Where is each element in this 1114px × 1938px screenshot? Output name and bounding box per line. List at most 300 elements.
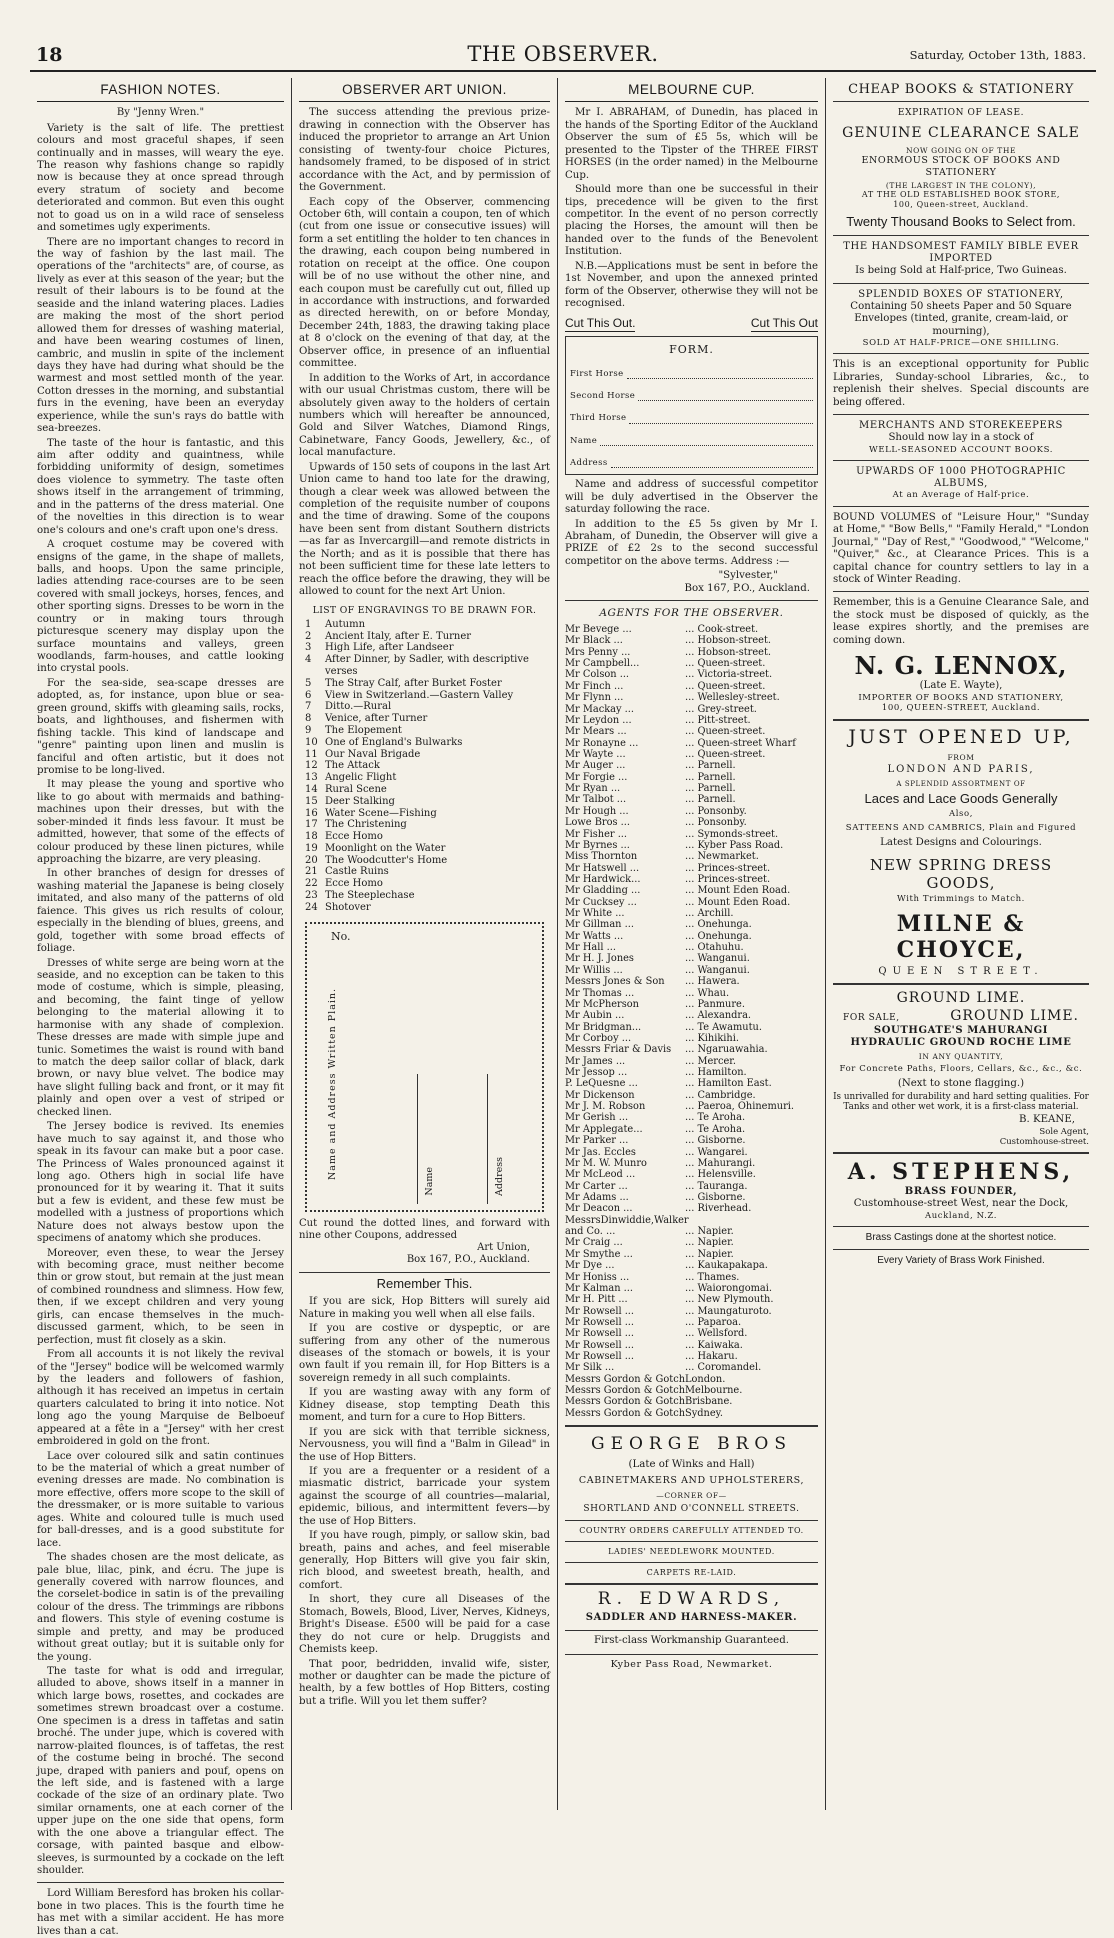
engraving-number: 3 — [305, 642, 312, 654]
agent-name: Messrs Gordon & Gotch — [565, 1385, 686, 1397]
paragraph: The Jersey bodice is revived. Its enemies have much to say against it, and those who speak in its favour can make but a poor case. The Princess of Wales pronounced against it long ago. Others high in social life have pronounced for it by wearing it. That it suits but a few is evident, and these few must be modelled with a justness of proportions which Nature does not always bestow upon the specimens of anatomy which she produces. — [37, 1121, 284, 1245]
agent-row — [565, 749, 818, 760]
agent-row — [565, 1328, 818, 1339]
paragraph: N.B.—Applications must be sent in before the 1st November, and upon the annexed printed form of the Observer, otherwise they will not be recognised. — [565, 260, 818, 310]
lennox-late: (Late E. Wayte), — [919, 680, 1003, 692]
agent-name: Mr James ... — [565, 1055, 626, 1067]
hydraulic-lime: HYDRAULIC GROUND ROCHE LIME — [850, 1036, 1072, 1048]
stephens-address: Customhouse-street West, near the Dock, — [853, 1198, 1069, 1210]
engraving-title: Water Scene—Fishing — [325, 807, 437, 819]
cut-left: Cut This Out. — [565, 316, 636, 331]
agent-address: ... Parnell. — [685, 794, 736, 806]
agent-row — [565, 885, 818, 896]
engraving-number: 16 — [305, 807, 318, 819]
agent-name: Mr Leydon ... — [565, 714, 632, 726]
art-union-coupon[interactable] — [305, 922, 544, 1212]
agent-address: ... Cambridge. — [685, 1089, 756, 1101]
agent-name: Mr Thomas ... — [565, 987, 635, 999]
agent-address: ... Hawera. — [685, 976, 740, 988]
engraving-item — [305, 678, 550, 690]
george-corner: —CORNER OF— — [656, 1490, 727, 1500]
agent-address: ... Hamilton East. — [685, 1078, 772, 1090]
engraving-title: One of England's Bulwarks — [325, 736, 463, 748]
agent-row — [565, 1272, 818, 1283]
agent-address: ... Parnell. — [685, 760, 736, 772]
agent-row — [565, 1056, 818, 1067]
brass-castings: Brass Castings done at the shortest notice. — [865, 1232, 1057, 1244]
paragraph: In addition to the £5 5s given by Mr I. Abraham, of Dunedin, the Observer will give a PRIZE of £2 2s to the second successful competitor on the above terms. Address :— — [565, 518, 818, 567]
cup-signature-1: "Sylvester," — [718, 570, 778, 582]
engraving-title: Ecce Homo — [325, 831, 383, 843]
divider — [833, 235, 1089, 236]
form-field-label: Name — [570, 435, 598, 446]
engraving-title: Deer Stalking — [325, 795, 395, 807]
agent-address: ... Archill. — [685, 908, 734, 920]
agent-name: Mr Parker ... — [565, 1135, 629, 1147]
cheap-books-ad — [833, 82, 1089, 714]
from: FROM — [947, 752, 975, 762]
form-field-label: Second Horse — [570, 390, 636, 401]
agent-row — [565, 1090, 818, 1101]
agent-address: ... Helensville. — [685, 1169, 756, 1181]
agent-row — [565, 1169, 818, 1180]
agent-name: P. LeQuesne ... — [565, 1078, 638, 1090]
agent-name: Mr Adams ... — [565, 1192, 629, 1203]
agent-row — [565, 783, 818, 794]
agent-address: London. — [685, 1373, 726, 1385]
form-field-line[interactable] — [600, 436, 813, 446]
agent-row — [565, 1147, 818, 1158]
agent-address: ... Pitt-street. — [685, 714, 751, 726]
agent-address: ... Napier. — [685, 1237, 734, 1249]
divider — [833, 414, 1089, 415]
lennox-address: 100, QUEEN-STREET, Auckland. — [881, 703, 1041, 714]
engraving-title: View in Switzerland.—Gastern Valley — [325, 689, 514, 701]
lennox-trade: IMPORTER OF BOOKS AND STATIONERY, — [858, 692, 1064, 703]
engravings-list — [299, 619, 550, 914]
agent-name: Mr Mears ... — [565, 726, 627, 738]
agent-name: Messrs Friar & Davis — [565, 1044, 672, 1056]
engraving-number: 12 — [305, 760, 318, 772]
agent-address: ... Princes-street. — [685, 862, 771, 874]
agent-address: ... Ponsonby. — [685, 805, 747, 817]
agent-row — [565, 1022, 818, 1033]
agent-row — [565, 931, 818, 942]
bible-price: Is being Sold at Half-price, Two Guineas. — [855, 265, 1067, 277]
coupon-address-2: Box 167, P.O., Auckland. — [406, 1254, 530, 1266]
agent-name: Mr Black ... — [565, 635, 623, 647]
engraving-number: 11 — [305, 748, 318, 760]
agent-name: Mrs Penny ... — [565, 646, 631, 658]
also: Also, — [948, 808, 974, 819]
agent-name: Mr J. M. Robson — [565, 1101, 646, 1113]
paragraph: If you have rough, pimply, or sallow skin, bad breath, pains and aches, and feel miserable generally, Hop Bitters will give you fair skin, rich blood, and sweetest breath, health, and comfort. — [299, 1530, 550, 1591]
agent-name: Messrs Jones & Son — [565, 976, 665, 988]
merchants-stock: Should now lay in a stock of — [888, 432, 1034, 444]
engraving-item — [305, 749, 550, 761]
engraving-title: The Elopement — [325, 724, 402, 736]
paragraph: In short, they cure all Diseases of the Stomach, Bowels, Blood, Liver, Nerves, Kidneys, Bright's Disease. £500 will be paid for a case they do not cure or help. Druggists and Chemists keep. — [299, 1594, 550, 1656]
agent-address: ... Tauranga. — [685, 1180, 748, 1192]
divider — [833, 506, 1089, 507]
agent-address: ... Waiorongomai. — [685, 1282, 772, 1294]
divider — [833, 1226, 1089, 1227]
agent-name: Mr Mackay ... — [565, 703, 634, 715]
agent-address: ... Hamilton. — [685, 1067, 747, 1079]
agent-row — [565, 669, 818, 680]
agent-address: ... Napier. — [685, 1226, 734, 1238]
agent-address: ... Victoria-street. — [685, 669, 773, 681]
coupon-name-box[interactable] — [417, 1074, 443, 1204]
agent-address: ... Mount Eden Road. — [685, 885, 791, 897]
paragraph: Mr I. ABRAHAM, of Dunedin, has placed in the hands of the Sporting Editor of the Auckland Observer the sum of £5 5s, which will be presented to the Tipster of the THREE FIRST HORSES (in the order named) in the Melbourne Cup. — [565, 107, 818, 181]
paragraph: The taste of the hour is fantastic, and this aim after oddity and quaintness, while forbidding uniformity of design, sometimes does violence to symmetry. The taste often shows itself in the arrangement of trimming, and in the patterns of the dress material. One of the novelties in this direction is to wear one's colours and one's craft upon one's dress. — [37, 437, 284, 536]
agent-name: Mr Forgie ... — [565, 771, 628, 783]
engraving-title: Shotover — [325, 901, 371, 913]
just-opened: JUST OPENED UP, — [848, 725, 1074, 748]
george-bros-ad — [565, 1425, 818, 1577]
engraving-item — [305, 878, 550, 890]
agent-row — [565, 999, 818, 1010]
agent-row — [565, 817, 818, 828]
agent-row — [565, 1237, 818, 1248]
agent-name: Mr Gerish ... — [565, 1112, 629, 1124]
engraving-title: Angelic Flight — [325, 772, 397, 784]
agent-name: Mr Hall ... — [565, 942, 616, 954]
stephens-city: Auckland, N.Z. — [924, 1210, 998, 1221]
divider — [833, 353, 1089, 354]
lennox-name: N. G. LENNOX, — [854, 651, 1068, 681]
agent-row — [565, 704, 818, 715]
agent-address: ... Panmure. — [685, 998, 745, 1010]
agent-address: ... Hobson-street. — [685, 635, 772, 647]
agent-name: Mr Bevege ... — [565, 624, 632, 636]
agent-name: Mr Kalman ... — [565, 1282, 634, 1294]
engraving-item — [305, 890, 550, 902]
agent-row — [565, 1283, 818, 1294]
engraving-number: 10 — [305, 736, 318, 748]
coupon-instructions — [299, 1218, 550, 1267]
new-spring-dress: NEW SPRING DRESS GOODS, — [869, 855, 1053, 892]
agent-name: Mr White ... — [565, 908, 625, 920]
agent-row — [565, 1203, 818, 1214]
agent-row — [565, 1067, 818, 1078]
column-melbourne-cup — [558, 78, 826, 1810]
cup-body — [565, 107, 818, 310]
agent-address: ... Whau. — [685, 987, 730, 999]
latest-designs: Latest Designs and Colourings. — [880, 837, 1042, 849]
edwards-ad — [565, 1583, 818, 1670]
cut-right: Cut This Out — [750, 316, 818, 331]
paragraph: If you are sick, Hop Bitters will surely aid Nature in making you well when all else fails. — [299, 1296, 550, 1320]
edwards-guarantee: First-class Workmanship Guaranteed. — [565, 1630, 818, 1647]
agent-address: ... Paparoa. — [685, 1316, 742, 1328]
agent-name: Mr Fisher ... — [565, 828, 628, 840]
largest-colony: (THE LARGEST IN THE COLONY), — [885, 181, 1037, 191]
edwards-name: R. EDWARDS, — [597, 1589, 786, 1610]
engravings-title: LIST OF ENGRAVINGS TO BE DRAWN FOR. — [312, 604, 537, 616]
agent-name: Mr Rowsell ... — [565, 1316, 635, 1328]
stationery-boxes: SPLENDID BOXES OF STATIONERY, — [858, 288, 1064, 300]
agent-address: ... Kihikihi. — [685, 1032, 739, 1044]
agent-row — [565, 681, 818, 692]
agent-row — [565, 919, 818, 930]
george-country: COUNTRY ORDERS CAREFULLY ATTENDED TO. — [579, 1526, 804, 1536]
paragraph: Variety is the salt of life. The prettiest colours and most graceful shapes, if seen continually and in masses, will weary the eye. The reason why fashions change so rapidly now is because they at once spread through every stratum of society and become deteriorated and common. But even this ought not to goad us on in a wild race of senseless and sometimes ugly experiments. — [37, 122, 284, 234]
engraving-item — [305, 760, 550, 772]
agent-name: Mr Bridgman... — [565, 1021, 642, 1033]
agent-name: Mr Hardwick... — [565, 873, 641, 885]
paragraph: There are no important changes to record in the way of fashion by the last mail. The operations of the "architects" are, of course, as lively as ever at this season of the year; but the result of their labours is to be found at the seaside and the inland watering places. Ladies are making the most of the short period allowed them for dresses of washing material, and have been wearing costumes of linen, cambric, and muslin in spite of the inclement days they have had during what should be the warmest and most settled month of the year. Cotton dresses in the morning, and substantial furs in the evening, have been an everyday experience, while the sun's rays do battle with sea-breezes. — [37, 236, 284, 435]
engraving-title: Ancient Italy, after E. Turner — [325, 630, 472, 642]
agent-name: and Co. ... — [565, 1226, 616, 1238]
brass-work: Every Variety of Brass Work Finished. — [877, 1255, 1045, 1267]
agents-list — [565, 624, 818, 1419]
agent-address: ... Mercer. — [685, 1055, 736, 1067]
agent-name: Mr Finch ... — [565, 680, 624, 692]
engraving-title: Castle Ruins — [325, 866, 389, 878]
agent-address: Brisbane. — [685, 1396, 733, 1408]
agent-name: Mr Gillman ... — [565, 919, 634, 931]
agent-address: ... Wangarei. — [685, 1146, 748, 1158]
ground-lime-2: GROUND LIME. — [950, 1007, 1079, 1024]
cut-line — [565, 316, 818, 332]
agent-row — [565, 965, 818, 976]
agent-row — [565, 1249, 818, 1260]
coupon-address-box[interactable] — [487, 1074, 513, 1204]
agent-address: ... Alexandra. — [685, 1010, 752, 1022]
engraving-number: 22 — [305, 878, 318, 890]
agent-row — [565, 863, 818, 874]
bound-volumes: BOUND VOLUMES of "Leisure Hour," "Sunday at Home," "Bow Bells," "Family Herald," "London Journal," "Day of Rest," "Goodwood," "Welcome," "Quiver," &c., at Clearance Prices. This is a capital chance for country settlers to lay in a stock of Winter Reading. — [833, 511, 1089, 586]
cup-after-body — [565, 479, 818, 568]
agent-row — [565, 840, 818, 851]
paragraph: In addition to the Works of Art, in accordance with our usual Christmas custom, there will be absolutely given away to the holders of certain numbers which will hereafter be announced, Gold and Silver Watches, Diamond Rings, Cabinetware, Fancy Goods, Jewellery, &c., of local manufacture. — [299, 372, 550, 459]
form-field[interactable] — [570, 436, 813, 446]
now-going-on: NOW GOING ON OF THE — [905, 145, 1017, 155]
remember-heading: Remember This. — [299, 1272, 550, 1292]
agent-address: ... Wellsford. — [685, 1328, 748, 1340]
paragraph: In other branches of design for dresses of washing material the Japanese is being closely imitated, and also many of the patterns of old faience. This gives us rich results of colour, especially in the blending of blues, greens, and gold, together with some broad effects of foliage. — [37, 868, 284, 955]
agent-name: Mr Colson ... — [565, 669, 630, 681]
enormous-stock: ENORMOUS STOCK OF BOOKS AND STATIONERY — [861, 155, 1061, 178]
engraving-title: Moonlight on the Water — [325, 842, 446, 854]
divider — [833, 283, 1089, 284]
agent-name: Mr McLeod ... — [565, 1169, 636, 1181]
divider — [565, 1520, 818, 1521]
agent-row — [565, 1385, 818, 1396]
agent-address: ... Ponsonby. — [685, 817, 747, 829]
agent-address: ... Hakaru. — [685, 1351, 738, 1363]
agent-name: Messrs Gordon & Gotch — [565, 1407, 686, 1419]
engraving-number: 17 — [305, 819, 318, 831]
cup-form[interactable] — [565, 336, 818, 475]
boxes-contents: Containing 50 sheets Paper and 50 Square Envelopes (tinted, granite, cream-laid, or mourning), — [850, 300, 1072, 337]
agent-address: ... Coromandel. — [685, 1362, 762, 1374]
agent-name: Mr Byrnes ... — [565, 839, 630, 851]
paragraph: Moreover, even these, to wear the Jersey with becoming grace, must neither become thin or grow stout, but remain at the just mean of combined roundness and slimness. How few, then, if we except children and very young girls, can encase themselves in the much-discussed garment, which, to be seen in perfection, must fit closely as a skin. — [37, 1247, 284, 1346]
agent-row — [565, 1033, 818, 1044]
agent-row — [565, 897, 818, 908]
form-field-line[interactable] — [638, 391, 813, 401]
engraving-number: 20 — [305, 854, 318, 866]
form-field[interactable] — [570, 458, 813, 468]
agent-address: ... Wanganui. — [685, 953, 750, 965]
agent-address: ... Te Awamutu. — [685, 1021, 762, 1033]
coupon-name-label: Name — [424, 1167, 435, 1196]
boxes-price: SOLD AT HALF-PRICE—ONE SHILLING. — [862, 338, 1060, 349]
engraving-title: The Steeplechase — [325, 890, 415, 902]
form-field[interactable] — [570, 391, 813, 401]
agent-name: Messrs Gordon & Gotch — [565, 1396, 686, 1408]
agent-address: ... Kaiwaka. — [685, 1339, 743, 1351]
queen-street: QUEEN STREET. — [878, 966, 1044, 978]
agent-row — [565, 1135, 818, 1146]
opportunity: This is an exceptional opportunity for Public Libraries, Sunday-school Libraries, &c., to replenish their shelves. Special discounts are being offered. — [833, 359, 1089, 408]
paragraph: The shades chosen are the most delicate, as pale blue, lilac, pink, and écru. The jupe is generally covered with narrow flounces, and the corselet-bodice in satin is of the prevailing colour of the dress. The trimmings are ribbons and flowers. This style of evening costume is simple and pretty, and may be produced without great outlay; but it is suitable only for the young. — [37, 1552, 284, 1663]
agent-name: Mr Talbot ... — [565, 794, 627, 806]
agent-address: ... Wellesley-street. — [685, 692, 780, 704]
engraving-number: 14 — [305, 783, 318, 795]
engraving-item — [305, 855, 550, 867]
engraving-title: Autumn — [325, 618, 366, 630]
agent-row — [565, 829, 818, 840]
london-paris: LONDON AND PARIS, — [887, 763, 1035, 775]
masthead — [30, 38, 1096, 72]
agent-address: ... Parnell. — [685, 771, 736, 783]
agent-address: ... Otahuhu. — [685, 942, 744, 954]
brass-founder: BRASS FOUNDER, — [904, 1186, 1018, 1198]
engraving-item — [305, 690, 550, 702]
form-field[interactable] — [570, 369, 813, 379]
agent-row — [565, 1260, 818, 1271]
divider — [565, 1562, 818, 1563]
albums: UPWARDS OF 1000 PHOTOGRAPHIC ALBUMS, — [856, 466, 1066, 490]
agent-address: ... Onehunga. — [685, 919, 752, 931]
agent-name: Lowe Bros ... — [565, 817, 630, 829]
expiration: EXPIRATION OF LEASE. — [897, 107, 1025, 118]
milne-choyce-ad — [833, 726, 1089, 979]
agent-name: Messrs Gordon & Gotch — [565, 1373, 686, 1385]
agent-name: Mr Deacon ... — [565, 1203, 633, 1215]
agent-address: ... Thames. — [685, 1271, 740, 1283]
paragraph: That poor, bedridden, invalid wife, sister, mother or daughter can be made the picture of health, by a few bottles of Hop Bitters, costing but a trifle. Will you let them suffer? — [299, 1658, 550, 1707]
agent-address: ... Wanganui. — [685, 964, 750, 976]
engraving-item — [305, 654, 550, 678]
agent-address: ... Queen-street. — [685, 726, 766, 738]
agent-row — [565, 794, 818, 805]
agent-row — [565, 874, 818, 885]
engraving-number: 6 — [305, 689, 312, 701]
engraving-title: Our Naval Brigade — [325, 748, 421, 760]
agent-row — [565, 1078, 818, 1089]
column-fashion — [30, 78, 292, 1937]
agent-name: Mr Silk ... — [565, 1362, 615, 1374]
clearance-sale: GENUINE CLEARANCE SALE — [842, 124, 1080, 141]
milne-choyce-name: MILNE & CHOYCE, — [896, 910, 1026, 964]
next-to-stone: (Next to stone flagging.) — [897, 1077, 1025, 1089]
any-quantity: IN ANY QUANTITY, — [918, 1052, 1004, 1062]
agent-address: ... Mahurangi. — [685, 1157, 756, 1169]
agent-address: ... Gisborne. — [685, 1192, 746, 1203]
engraving-item — [305, 843, 550, 855]
agent-name: Mr Cucksey ... — [565, 896, 637, 908]
agent-name: Mr Wayte ... — [565, 748, 626, 760]
engraving-title: Rural Scene — [325, 783, 387, 795]
agent-address: Sydney. — [685, 1407, 723, 1419]
agent-name: Mr Honiss ... — [565, 1271, 630, 1283]
form-field-label: First Horse — [570, 368, 624, 379]
edwards-trade: SADDLER AND HARNESS-MAKER. — [585, 1612, 798, 1624]
agent-name: Mr Campbell... — [565, 658, 640, 670]
paragraph: For the sea-side, sea-scape dresses are adopted, as, for instance, upon blue or sea-green ground, skiffs with gleaming sails, rocks, boats, and lighthouses, and fishermen with fishing tackle. This kind of landscape and "genre" painting upon linen and muslin is fanciful and often artistic, but it does not promise to be long-lived. — [37, 677, 284, 776]
agent-row — [565, 1317, 818, 1328]
stephens-ad — [833, 1159, 1089, 1267]
agent-row — [565, 1226, 818, 1237]
agent-name: Mr Hough ... — [565, 805, 629, 817]
agent-address: ... Maungaturoto. — [685, 1305, 772, 1317]
paragraph: If you are costive or dyspeptic, or are suffering from any other of the numerous diseases of the stomach or bowels, it is your own fault if you remain ill, for Hop Bitters is a sovereign remedy in all such complaints. — [299, 1323, 550, 1384]
form-field-line[interactable] — [627, 369, 813, 379]
agent-address: ... Paeroa, Ohinemuri. — [685, 1101, 795, 1113]
divider — [833, 460, 1089, 461]
agent-name: Mr Ryan ... — [565, 783, 621, 795]
splendid-assortment: A SPLENDID ASSORTMENT OF — [896, 780, 1026, 789]
agent-row — [565, 1010, 818, 1021]
issue-date: Saturday, October 13th, 1883. — [909, 48, 1086, 62]
agent-address: ... Kyber Pass Road. — [685, 839, 784, 851]
engraving-title: High Life, after Landseer — [325, 642, 454, 654]
art-union-body — [299, 107, 550, 598]
agent-name: Mr Gladding ... — [565, 885, 641, 897]
engraving-number: 19 — [305, 842, 318, 854]
engraving-item — [305, 784, 550, 796]
agent-name: Mr Watts ... — [565, 930, 624, 942]
paragraph: Dresses of white serge are being worn at the seaside, and no exception can be taken to this mode of costume, which is simple, pleasing, and becoming, the faint tinge of yellow belonging to the material allowing it to harmonise with any shade of complexion. These dresses are made with simple jupe and tunic. Sometimes the waist is round with band to match the deep sailor collar of black, dark brown, or navy blue velvet. The bodice may have slight fulling back and front, or it may fit plainly and open over a vest of striped or checked linen. — [37, 957, 284, 1118]
divider — [833, 719, 1089, 721]
paragraph: Lace over coloured silk and satin continues to be the material of which a great number of evening dresses are made. No combination is more effective, offers more scope to the skill of the dressmaker, or is more suitable to various ages. White and coloured tulle is much used for ball-dresses, and is a good substitute for lace. — [37, 1450, 284, 1549]
form-field-line[interactable] — [629, 413, 813, 423]
fashion-heading: FASHION NOTES. — [37, 82, 284, 102]
agent-address: Melbourne. — [685, 1385, 743, 1397]
agent-row — [565, 1396, 818, 1407]
art-union-heading: OBSERVER ART UNION. — [299, 82, 550, 102]
form-field-line[interactable] — [611, 458, 813, 468]
engraving-item — [305, 796, 550, 808]
paragraph: A croquet costume may be covered with ensigns of the game, in the shape of mallets, balls, and hoops. Upon the same principle, ladies attending race-courses are to be seen covered with small jockeys, horses, fences, and other sporting signs. Dresses to be worn in the country or in making tours through picturesque scenery may display upon the surface mountains and valleys, green woodlands, farm-houses, and cattle looking into crystal pools. — [37, 539, 284, 675]
engraving-title: After Dinner, by Sadler, with descriptive verses — [325, 654, 529, 677]
agent-name: Mr Dickenson — [565, 1089, 635, 1101]
with-trimmings: With Trimmings to Match. — [897, 894, 1025, 905]
agent-row — [565, 1215, 818, 1226]
engraving-number: 23 — [305, 890, 318, 902]
engraving-item — [305, 902, 550, 914]
agent-address: ... Te Aroha. — [685, 1123, 746, 1135]
coupon-instructions-text: Cut round the dotted lines, and forward with nine other Coupons, addressed — [299, 1217, 550, 1241]
form-fields — [570, 369, 813, 469]
southgate: SOUTHGATE'S MAHURANGI — [873, 1024, 1049, 1036]
george-streets: SHORTLAND AND O'CONNELL STREETS. — [583, 1504, 800, 1515]
george-late: (Late of Winks and Hall) — [628, 1458, 755, 1470]
agent-name: B. KEANE, — [1019, 1114, 1075, 1126]
form-field[interactable] — [570, 413, 813, 423]
george-needlework: LADIES' NEEDLEWORK MOUNTED. — [608, 1546, 775, 1556]
cup-signature-2: Box 167, P.O., Auckland. — [684, 582, 810, 594]
agent-row — [565, 1408, 818, 1419]
agent-name: Mr Rowsell ... — [565, 1339, 635, 1351]
agent-address: ... Ngaruawahia. — [685, 1044, 768, 1056]
agent-address: ... Queen-street Wharf — [685, 737, 796, 749]
